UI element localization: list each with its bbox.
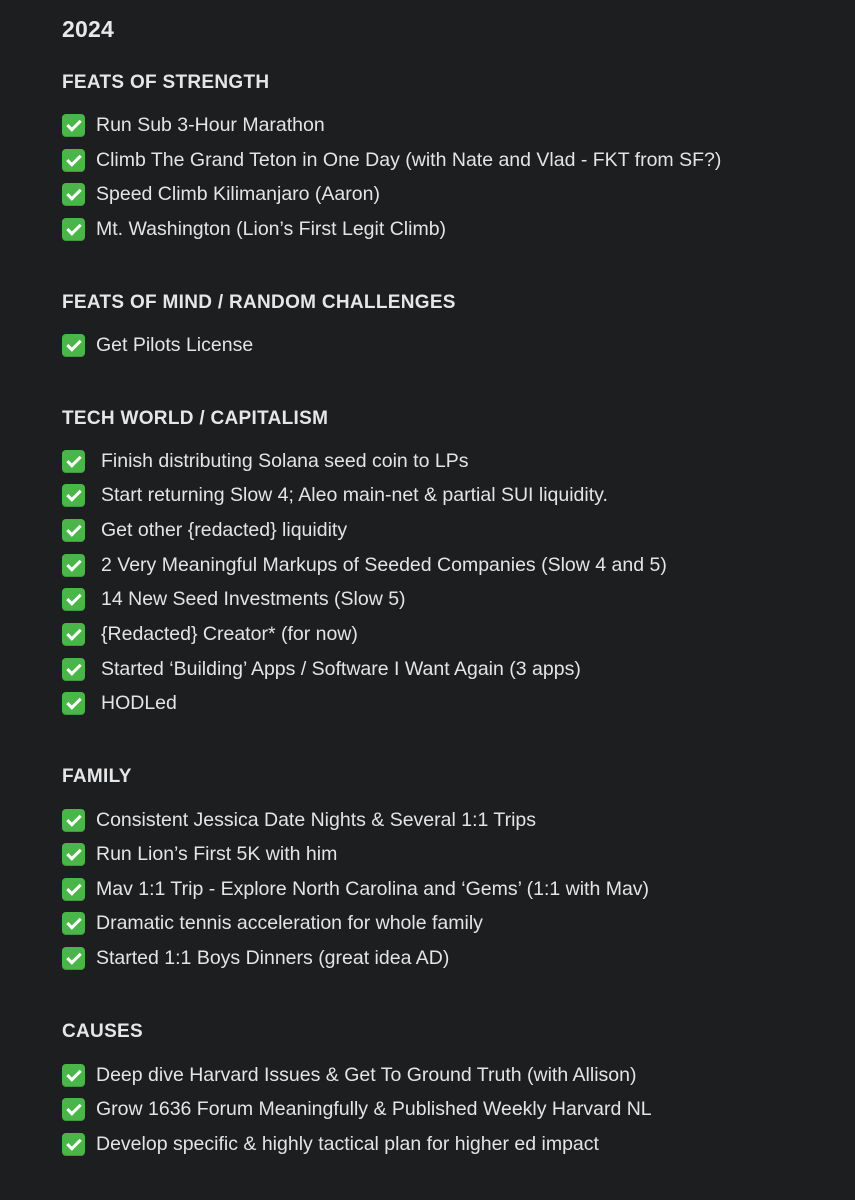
list-item-text: Consistent Jessica Date Nights & Several 1:1 Trips <box>96 808 537 831</box>
list-item <box>62 448 468 474</box>
list-item <box>62 841 337 867</box>
list-item <box>62 181 380 207</box>
list-item <box>62 945 449 971</box>
list-item-text: Run Lion’s First 5K with him <box>96 842 338 865</box>
list-item-text: Run Sub 3-Hour Marathon <box>96 113 325 136</box>
check-mark-icon <box>62 1064 85 1087</box>
list-item-text: Started ‘Building’ Apps / Software I Want Again (3 apps) <box>101 657 581 680</box>
list-item-text: 2 Very Meaningful Markups of Seeded Companies (Slow 4 and 5) <box>101 553 667 576</box>
check-mark-icon <box>62 218 85 241</box>
check-mark-icon <box>62 1133 85 1156</box>
list-item <box>62 1131 599 1157</box>
check-mark-icon <box>62 947 85 970</box>
list-item-text: 14 New Seed Investments (Slow 5) <box>101 587 406 610</box>
check-mark-icon <box>62 692 85 715</box>
check-mark-icon <box>62 149 85 172</box>
check-mark-icon <box>62 658 85 681</box>
check-mark-icon <box>62 334 85 357</box>
list-item-text: HODLed <box>101 691 177 714</box>
check-mark-icon <box>62 114 85 137</box>
check-mark-icon <box>62 843 85 866</box>
list-item-text: Mav 1:1 Trip - Explore North Carolina and ‘Gems’ (1:1 with Mav) <box>96 877 650 900</box>
check-mark-icon <box>62 183 85 206</box>
check-mark-icon <box>62 450 85 473</box>
list-item-text: Finish distributing Solana seed coin to LPs <box>101 449 469 472</box>
list-item <box>62 147 721 173</box>
list-item <box>62 910 483 936</box>
list-item <box>62 1062 636 1088</box>
list-item-text: {Redacted} Creator* (for now) <box>101 622 358 645</box>
list-item-text: Dramatic tennis acceleration for whole family <box>96 911 483 934</box>
list-item <box>62 482 608 508</box>
list-item-text: Speed Climb Kilimanjaro (Aaron) <box>96 182 380 205</box>
list-item <box>62 876 649 902</box>
list-item-text: Get other {redacted} liquidity <box>101 518 348 541</box>
list-item <box>62 1096 652 1122</box>
list-item-text: Deep dive Harvard Issues & Get To Ground Truth (with Allison) <box>96 1063 637 1086</box>
list-item <box>62 656 581 682</box>
list-item <box>62 621 358 647</box>
section-heading-family: FAMILY <box>62 766 132 787</box>
list-item-text: Develop specific & highly tactical plan for higher ed impact <box>96 1132 599 1155</box>
check-mark-icon <box>62 912 85 935</box>
list-item <box>62 112 325 138</box>
check-mark-icon <box>62 588 85 611</box>
list-item <box>62 517 347 543</box>
page-title: 2024 <box>62 16 114 42</box>
list-item-text: Get Pilots License <box>96 333 254 356</box>
list-item-text: Started 1:1 Boys Dinners (great idea AD) <box>96 946 450 969</box>
section-heading-feats-of-mind: FEATS OF MIND / RANDOM CHALLENGES <box>62 292 456 313</box>
check-mark-icon <box>62 623 85 646</box>
list-item-text: Start returning Slow 4; Aleo main-net & partial SUI liquidity. <box>101 483 608 506</box>
section-heading-causes: CAUSES <box>62 1021 143 1042</box>
list-item-text: Grow 1636 Forum Meaningfully & Published Weekly Harvard NL <box>96 1097 652 1120</box>
list-item <box>62 807 536 833</box>
check-mark-icon <box>62 1098 85 1121</box>
check-mark-icon <box>62 878 85 901</box>
section-heading-feats-of-strength: FEATS OF STRENGTH <box>62 72 270 93</box>
list-item <box>62 690 177 716</box>
check-mark-icon <box>62 809 85 832</box>
section-heading-tech-world: TECH WORLD / CAPITALISM <box>62 408 329 429</box>
list-item-text: Climb The Grand Teton in One Day (with Nate and Vlad - FKT from SF?) <box>96 148 722 171</box>
check-mark-icon <box>62 519 85 542</box>
list-item <box>62 586 406 612</box>
list-item-text: Mt. Washington (Lion’s First Legit Climb) <box>96 217 447 240</box>
check-mark-icon <box>62 554 85 577</box>
list-item <box>62 332 253 358</box>
list-item <box>62 216 446 242</box>
check-mark-icon <box>62 484 85 507</box>
list-item <box>62 552 667 578</box>
